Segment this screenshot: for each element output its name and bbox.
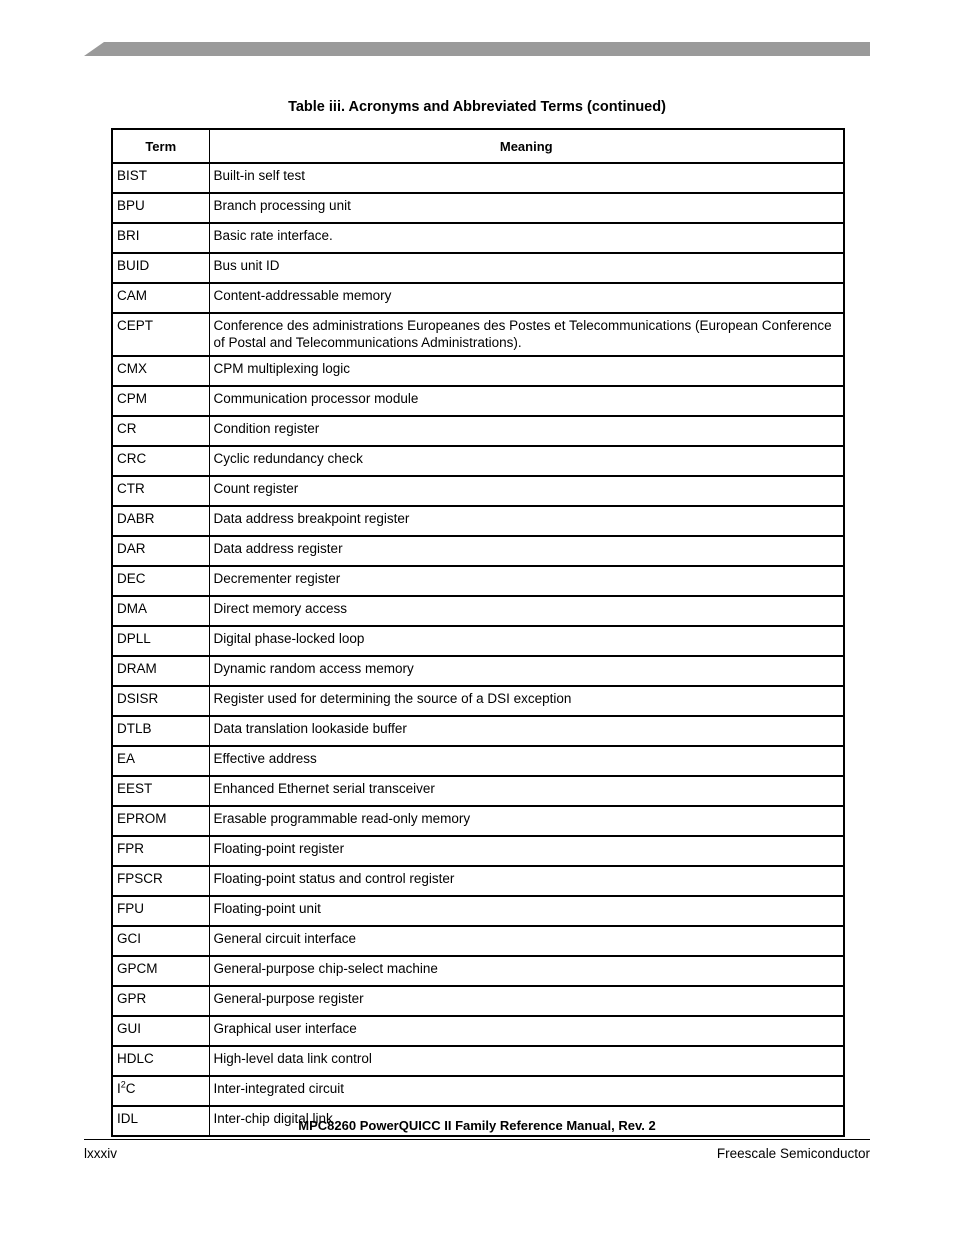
footer-manual-title: MPC8260 PowerQUICC II Family Reference Manual, Rev. 2 [298,1118,656,1133]
term-cell: CTR [112,476,209,506]
term-cell: GPR [112,986,209,1016]
term-suffix: C [125,1081,136,1096]
meaning-cell: Inter-integrated circuit [209,1076,844,1106]
term-cell: GPCM [112,956,209,986]
table-row [112,626,844,656]
term-cell: IDL [112,1106,209,1136]
meaning-cell: Inter-chip digital link [209,1106,844,1136]
table-row [112,223,844,253]
meaning-cell: Content-addressable memory [209,283,844,313]
table-row [112,956,844,986]
term-cell: DSISR [112,686,209,716]
table-row [112,283,844,313]
table-row [112,1076,844,1106]
term-cell: EPROM [112,806,209,836]
table-body [112,163,844,1136]
term-cell: CMX [112,356,209,386]
meaning-cell: General-purpose chip-select machine [209,956,844,986]
meaning-cell: Conference des administrations Europeanes des Postes et Telecommunications (European Conference of Postal and Telecommunications Administrations). [209,313,844,356]
term-superscript: 2 [120,1079,126,1090]
meaning-cell: Graphical user interface [209,1016,844,1046]
table-row [112,566,844,596]
term-cell: DABR [112,506,209,536]
term-base: I [117,1081,121,1096]
term-cell: DTLB [112,716,209,746]
meaning-cell: Register used for determining the source of a DSI exception [209,686,844,716]
meaning-cell: Dynamic random access memory [209,656,844,686]
meaning-cell: General circuit interface [209,926,844,956]
table-row [112,716,844,746]
table-row [112,1016,844,1046]
meaning-cell: Floating-point register [209,836,844,866]
meaning-cell: Bus unit ID [209,253,844,283]
table-row [112,356,844,386]
term-cell: CPM [112,386,209,416]
meaning-cell: Floating-point status and control register [209,866,844,896]
table-row [112,446,844,476]
term-cell: CRC [112,446,209,476]
term-cell: CR [112,416,209,446]
table-row [112,313,844,356]
term-cell: BIST [112,163,209,193]
term-cell: DAR [112,536,209,566]
term-cell: FPR [112,836,209,866]
column-header-meaning: Meaning [209,129,844,163]
meaning-cell: Built-in self test [209,163,844,193]
table-row [112,656,844,686]
term-cell: BUID [112,253,209,283]
meaning-cell: Cyclic redundancy check [209,446,844,476]
term-cell: GUI [112,1016,209,1046]
table-row [112,536,844,566]
term-cell: DMA [112,596,209,626]
term-cell: FPU [112,896,209,926]
term-cell: HDLC [112,1046,209,1076]
term-cell [112,1076,209,1106]
term-cell: CAM [112,283,209,313]
term-cell: EEST [112,776,209,806]
term-cell: DPLL [112,626,209,656]
meaning-cell: Data translation lookaside buffer [209,716,844,746]
table-row [112,596,844,626]
footer-divider [84,1139,870,1140]
meaning-cell: Branch processing unit [209,193,844,223]
meaning-cell: General-purpose register [209,986,844,1016]
publisher-name: Freescale Semiconductor [716,1146,870,1161]
term-cell: BRI [112,223,209,253]
table-row [112,163,844,193]
meaning-cell: Floating-point unit [209,896,844,926]
meaning-cell: Effective address [209,746,844,776]
meaning-cell: CPM multiplexing logic [209,356,844,386]
table-row [112,986,844,1016]
term-cell: DRAM [112,656,209,686]
meaning-cell: Basic rate interface. [209,223,844,253]
table-row [112,686,844,716]
table-row [112,926,844,956]
table-row [112,776,844,806]
table-row [112,1046,844,1076]
column-header-term: Term [112,129,209,163]
table-row [112,746,844,776]
term-cell: EA [112,746,209,776]
meaning-cell: Enhanced Ethernet serial transceiver [209,776,844,806]
meaning-cell: Direct memory access [209,596,844,626]
table-row [112,506,844,536]
term-cell: BPU [112,193,209,223]
meaning-cell: Data address breakpoint register [209,506,844,536]
table-row [112,836,844,866]
meaning-cell: Data address register [209,536,844,566]
table-header-row [112,129,844,163]
header-decorative-bar [84,42,870,56]
table-row [112,386,844,416]
acronyms-table [111,128,845,1137]
term-cell: GCI [112,926,209,956]
table-row [112,896,844,926]
table-row [112,193,844,223]
term-cell: FPSCR [112,866,209,896]
meaning-cell: High-level data link control [209,1046,844,1076]
page-number: lxxxiv [84,1146,117,1161]
table-row [112,806,844,836]
meaning-cell: Communication processor module [209,386,844,416]
meaning-cell: Erasable programmable read-only memory [209,806,844,836]
meaning-cell: Count register [209,476,844,506]
table-row [112,416,844,446]
table-row [112,866,844,896]
meaning-cell: Condition register [209,416,844,446]
table-row [112,253,844,283]
meaning-cell: Digital phase-locked loop [209,626,844,656]
table-caption: Table iii. Acronyms and Abbreviated Terms (continued) [288,99,666,115]
table-row [112,476,844,506]
term-cell: DEC [112,566,209,596]
term-cell: CEPT [112,313,209,356]
meaning-cell: Decrementer register [209,566,844,596]
